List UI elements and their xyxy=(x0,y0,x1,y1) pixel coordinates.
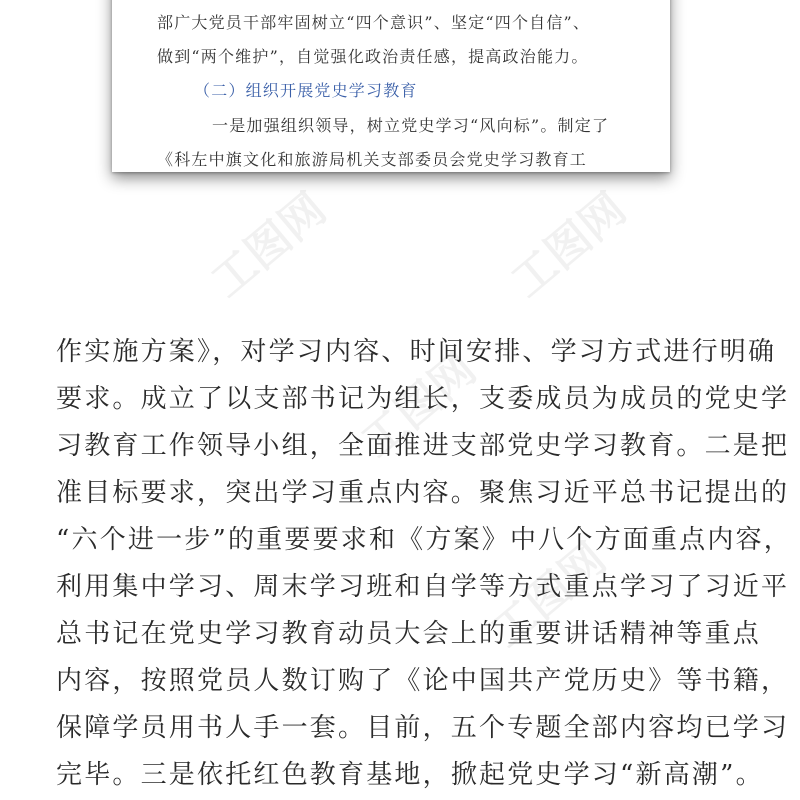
body-text-line: 完毕。三是依托红色教育基地，掀起党史学习“新高潮”。 xyxy=(56,760,764,790)
card-text-line: 一是加强组织领导，树立党史学习“风向标”。制定了 xyxy=(212,116,610,135)
card-text-line: 《科左中旗文化和旅游局机关支部委员会党史学习教育工 xyxy=(157,150,588,169)
watermark: 工图网 xyxy=(481,533,616,658)
body-text-line: 习教育工作领导小组，全面推进支部党史学习教育。二是把 xyxy=(56,431,790,461)
watermark: 工图网 xyxy=(501,183,636,308)
body-text-line: 保障学员用书人手一套。目前，五个专题全部内容均已学习 xyxy=(56,713,790,743)
body-text-line: 利用集中学习、周末学习班和自学等方式重点学习了习近平 xyxy=(56,572,790,602)
body-text-line: “六个进一步”的重要要求和《方案》中八个方面重点内容， xyxy=(56,525,792,555)
body-text-line: 准目标要求，突出学习重点内容。聚焦习近平总书记提出的 xyxy=(56,478,790,508)
body-text-line: 总书记在党史学习教育动员大会上的重要讲话精神等重点 xyxy=(56,619,762,649)
card-text-line: 部广大党员干部牢固树立“四个意识”、坚定“四个自信”、 xyxy=(157,13,591,32)
body-text-line: 内容，按照党员人数订购了《论中国共产党历史》等书籍， xyxy=(56,666,790,696)
watermark: 工图网 xyxy=(201,183,336,308)
card-text-line: 做到“两个维护”，自觉强化政治责任感，提高政治能力。 xyxy=(157,47,589,66)
body-text-line: 作实施方案》，对学习内容、时间安排、学习方式进行明确 xyxy=(56,337,777,367)
watermark: 工图网 xyxy=(351,343,486,468)
body-text-line: 要求。成立了以支部书记为组长，支委成员为成员的党史学 xyxy=(56,384,790,414)
section-heading: （二）组织开展党史学习教育 xyxy=(194,81,418,100)
